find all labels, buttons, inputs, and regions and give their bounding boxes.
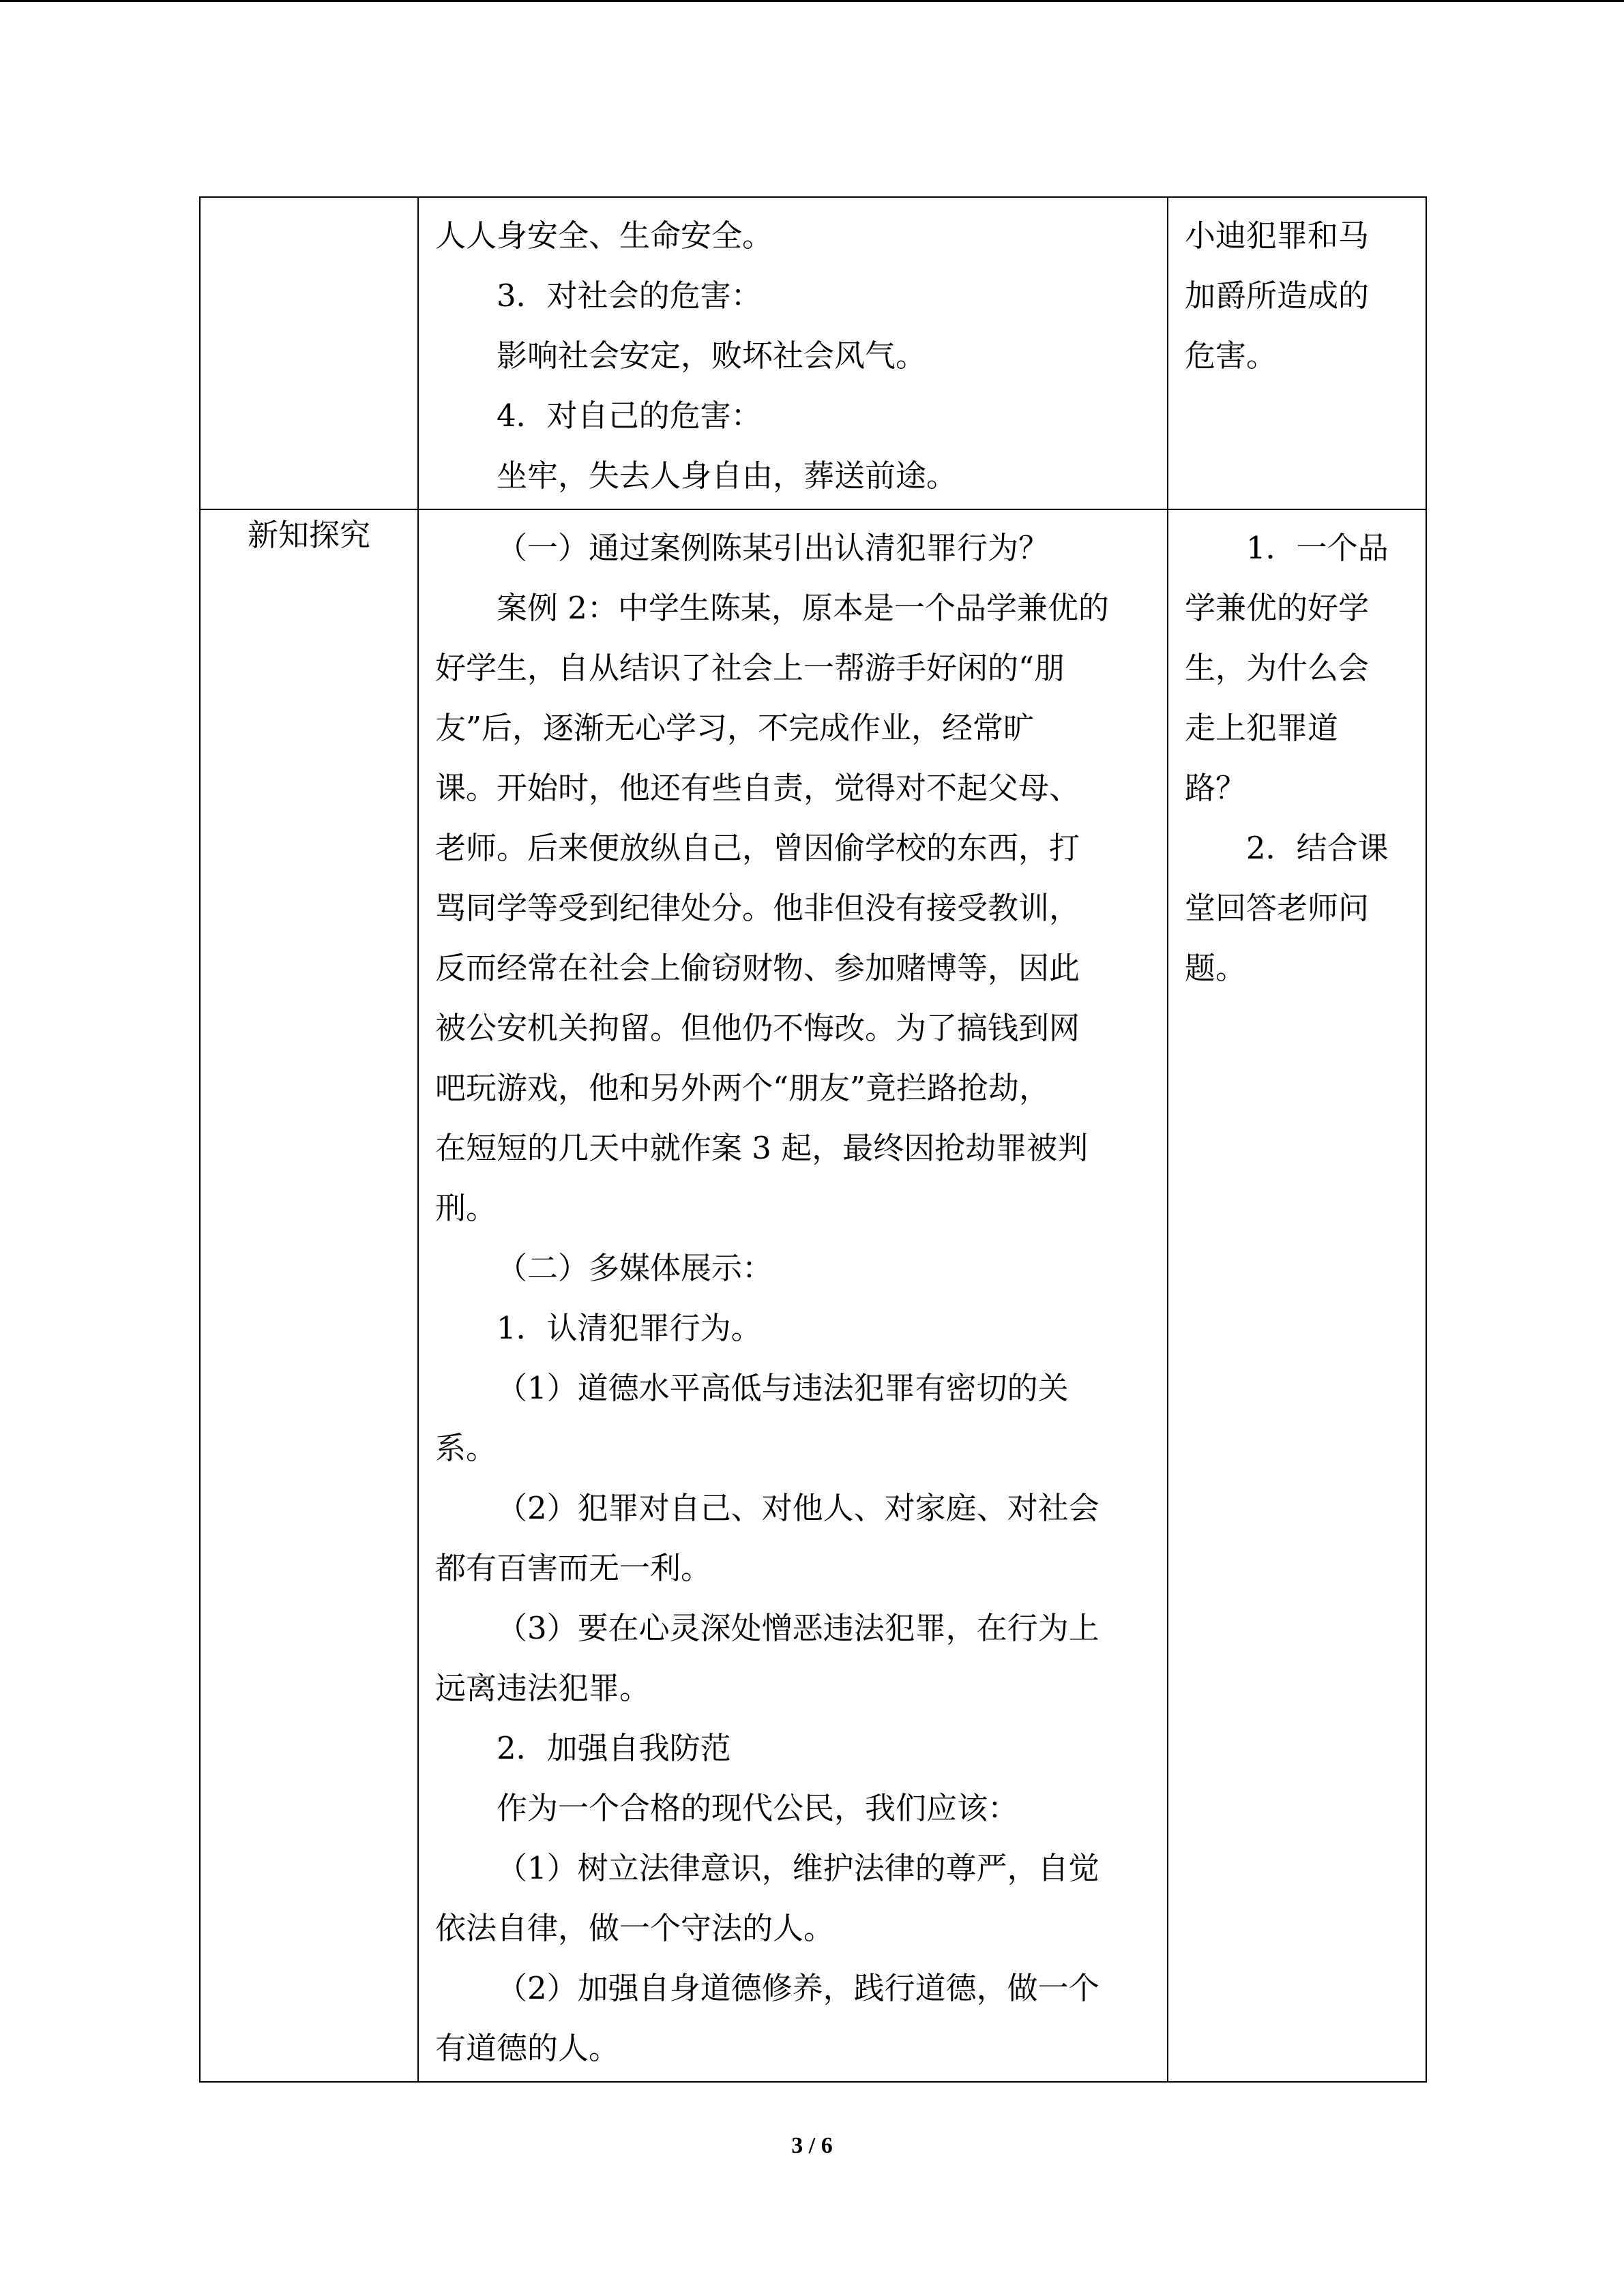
- content-line: （1）道德水平高低与违法犯罪有密切的关: [497, 1370, 1069, 1406]
- content-line: 坐牢，失去人身自由，葬送前途。: [497, 458, 958, 494]
- content-line: 人人身安全、生命安全。: [435, 218, 773, 254]
- page-top-border: [0, 0, 1624, 2]
- content-line: 3．对社会的危害：: [497, 278, 762, 314]
- content-line: 作为一个合格的现代公民，我们应该：: [497, 1790, 1019, 1826]
- content-line: 有道德的人。: [435, 2030, 620, 2066]
- activity-cell: [1168, 509, 1426, 2082]
- content-line: （一）通过案例陈某引出认清犯罪行为？: [497, 530, 1050, 566]
- content-line: 1．认清犯罪行为。: [497, 1310, 762, 1346]
- activity-line: 生，为什么会: [1185, 650, 1370, 686]
- activity-line: 堂回答老师问: [1185, 890, 1370, 926]
- content-line: 被公安机关拘留。但他仍不悔改。为了搞钱到网: [435, 1010, 1080, 1046]
- activity-cell: [1168, 197, 1426, 509]
- content-line: 课。开始时，他还有些自责，觉得对不起父母、: [435, 770, 1080, 806]
- activity-line: 危害。: [1185, 338, 1278, 374]
- new-knowledge-content: [419, 510, 1167, 2081]
- activity-line: 路？: [1185, 770, 1247, 806]
- stage-cell-empty: [200, 197, 418, 509]
- content-line: 依法自律，做一个守法的人。: [435, 1910, 835, 1946]
- activity-line: 加爵所造成的: [1185, 278, 1370, 314]
- table-row-harm: [200, 197, 1426, 509]
- content-line: 4．对自己的危害：: [497, 398, 762, 434]
- activity-line: 题。: [1185, 950, 1247, 986]
- content-cell: [418, 509, 1168, 2082]
- content-line: 吧玩游戏，他和另外两个“朋友”竟拦路抢劫，: [435, 1070, 1050, 1106]
- lesson-plan-table: [199, 196, 1427, 2083]
- content-line: 刑。: [435, 1190, 497, 1226]
- content-line: 影响社会安定，败坏社会风气。: [497, 338, 927, 374]
- content-line: （二）多媒体展示：: [497, 1250, 773, 1286]
- content-line: 都有百害而无一利。: [435, 1550, 712, 1586]
- content-cell: [418, 197, 1168, 509]
- content-line: 好学生，自从结识了社会上一帮游手好闲的“朋: [435, 650, 1065, 686]
- harm-content: [419, 198, 1167, 509]
- content-line: 系。: [435, 1430, 497, 1466]
- stage-label: 新知探究: [247, 517, 370, 553]
- page-number: 3 / 6: [791, 2133, 833, 2158]
- activity-line: 走上犯罪道: [1185, 710, 1339, 746]
- content-line: 骂同学等受到纪律处分。他非但没有接受教训，: [435, 890, 1080, 926]
- content-line: （3）要在心灵深处憎恶违法犯罪，在行为上: [497, 1610, 1099, 1646]
- content-line: （1）树立法律意识，维护法律的尊严，自觉: [497, 1850, 1099, 1886]
- activity-line: 1．一个品: [1246, 530, 1389, 566]
- content-line: 友”后，逐渐无心学习，不完成作业，经常旷: [435, 710, 1035, 746]
- content-line: （2）犯罪对自己、对他人、对家庭、对社会: [497, 1490, 1099, 1526]
- content-line: 在短短的几天中就作案 3 起，最终因抢劫罪被判: [435, 1130, 1089, 1166]
- content-line: 老师。后来便放纵自己，曾因偷学校的东西，打: [435, 830, 1080, 866]
- activity-line: 小迪犯罪和马: [1185, 218, 1370, 254]
- stage-cell: [200, 509, 418, 2082]
- table-row-new-knowledge: [200, 509, 1426, 2082]
- activity-line: 学兼优的好学: [1185, 590, 1370, 626]
- content-line: 案例 2：中学生陈某，原本是一个品学兼优的: [497, 590, 1109, 626]
- harm-activity: [1168, 198, 1426, 389]
- new-knowledge-activity: [1168, 510, 1426, 1001]
- content-line: 远离违法犯罪。: [435, 1670, 651, 1706]
- content-line: 2．加强自我防范: [497, 1730, 731, 1766]
- content-line: 反而经常在社会上偷窃财物、参加赌博等，因此: [435, 950, 1080, 986]
- activity-line: 2．结合课: [1246, 830, 1389, 866]
- content-line: （2）加强自身道德修养，践行道德，做一个: [497, 1970, 1099, 2006]
